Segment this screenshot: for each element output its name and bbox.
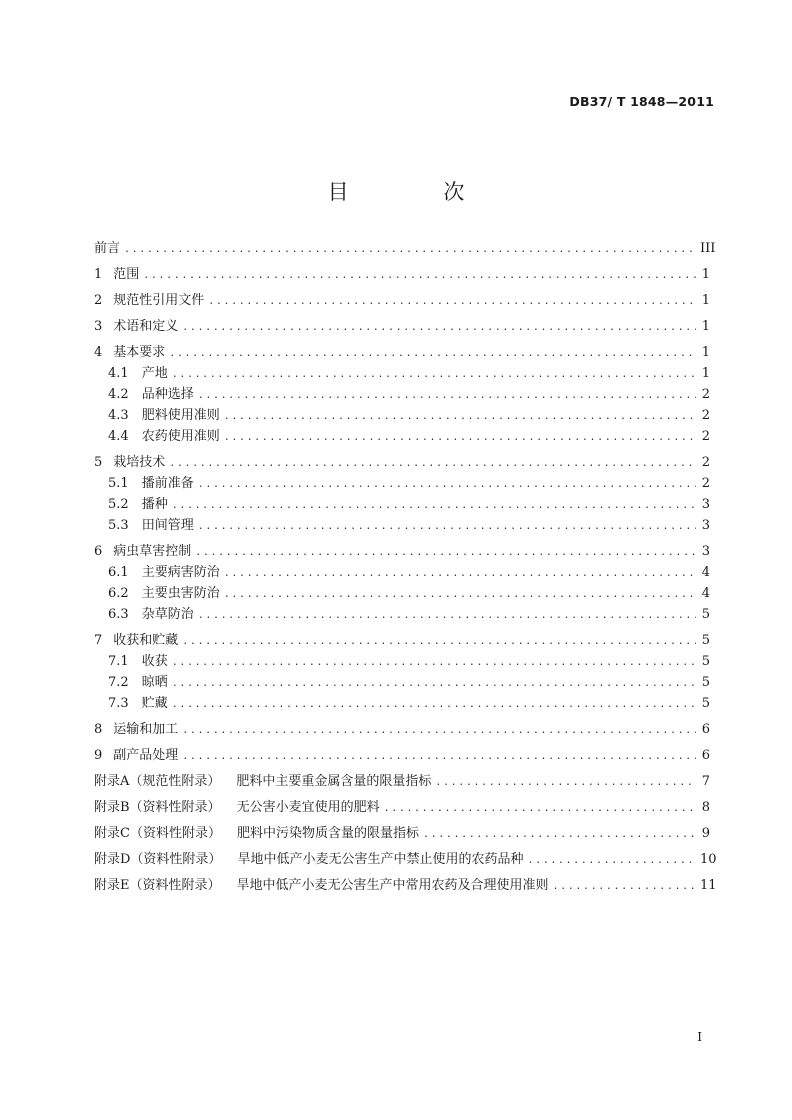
toc-entry-label: 肥料中主要重金属含量的限量指标 (236, 774, 432, 789)
toc-page-number: 4 (701, 565, 710, 580)
page-title: 目 次 (327, 180, 509, 204)
leader-dots (182, 631, 696, 652)
toc-entry-section-5-2[interactable] (94, 494, 710, 515)
toc-entry-label: 田间管理 (141, 518, 194, 533)
toc-entry-label: 范围 (113, 267, 140, 282)
toc-entry-appendix-e[interactable] (94, 875, 717, 896)
leader-dots (182, 720, 696, 741)
toc-entry-label: 肥料中污染物质含量的限量指标 (236, 826, 419, 841)
appendix-kind: 附录D（资料性附录） (94, 852, 222, 867)
toc-entry-label: 播前准备 (141, 476, 194, 491)
leader-dots (224, 406, 696, 427)
toc-page-number: 2 (701, 429, 710, 444)
toc-entry-label: 前言 (94, 241, 121, 256)
toc-entry-label: 播种 (141, 497, 168, 512)
toc-section-number: 6 (94, 544, 103, 559)
toc-entry-label: 收获和贮藏 (113, 633, 179, 648)
toc-entry-label: 栽培技术 (113, 455, 166, 470)
toc-page-number: 2 (701, 476, 710, 491)
toc-entry-section-6-3[interactable] (94, 604, 710, 625)
toc-section-number: 6.3 (108, 607, 129, 622)
leader-dots (172, 673, 696, 694)
toc-page-number: 6 (701, 748, 710, 763)
toc-section-number: 7.1 (108, 654, 129, 669)
leader-dots (423, 824, 696, 845)
leader-dots (198, 516, 696, 537)
toc-entry-section-5-1[interactable] (94, 473, 710, 494)
toc-section-number: 2 (94, 293, 103, 308)
page-number: I (697, 1030, 702, 1044)
toc-page-number: 9 (701, 826, 710, 841)
toc-section-number: 7.3 (108, 696, 129, 711)
leader-dots (182, 746, 696, 767)
toc-entry-section-7-3[interactable] (94, 693, 710, 714)
leader-dots (198, 605, 696, 626)
leader-dots (435, 772, 696, 793)
toc-entry-label: 无公害小麦宜使用的肥料 (236, 800, 380, 815)
leader-dots (169, 453, 696, 474)
document-code: DB37/ T 1848—2011 (569, 94, 714, 109)
appendix-kind: 附录C（资料性附录） (94, 826, 221, 841)
leader-dots (224, 563, 696, 584)
toc-entry-label: 病虫草害控制 (113, 544, 192, 559)
toc-entry-section-5-3[interactable] (94, 515, 710, 536)
leader-dots (224, 427, 696, 448)
toc-page-number: 4 (701, 586, 710, 601)
toc-section-number: 4.3 (108, 408, 129, 423)
appendix-kind: 附录B（资料性附录） (94, 800, 221, 815)
leader-dots (553, 876, 696, 897)
toc-entry-section-4-1[interactable] (94, 363, 710, 384)
leader-dots (172, 694, 696, 715)
toc-page-number: 7 (701, 774, 710, 789)
toc-entry-section-3[interactable] (94, 316, 710, 337)
toc-entry-section-7-1[interactable] (94, 651, 710, 672)
toc-entry-label: 规范性引用文件 (113, 293, 205, 308)
toc-entry-label: 旱地中低产小麦无公害生产中禁止使用的农药品种 (237, 852, 524, 867)
toc-page-number: 5 (701, 633, 710, 648)
toc-entry-appendix-c[interactable] (94, 823, 710, 844)
toc-section-number: 9 (94, 748, 103, 763)
toc-entry-section-1[interactable] (94, 264, 710, 285)
table-of-contents (94, 238, 717, 896)
toc-entry-label: 贮藏 (141, 696, 168, 711)
toc-page-number: 3 (701, 497, 710, 512)
toc-entry-section-5[interactable] (94, 452, 710, 473)
toc-page-number: 2 (701, 387, 710, 402)
toc-entry-appendix-b[interactable] (94, 797, 710, 818)
toc-entry-section-6-1[interactable] (94, 562, 710, 583)
leader-dots (124, 239, 696, 260)
toc-entry-label: 收获 (141, 654, 168, 669)
leader-dots (195, 542, 696, 563)
toc-section-number: 3 (94, 319, 103, 334)
toc-entry-appendix-a[interactable] (94, 771, 710, 792)
toc-section-number: 4.2 (108, 387, 129, 402)
toc-page-number: 1 (701, 319, 710, 334)
toc-entry-label: 旱地中低产小麦无公害生产中常用农药及合理使用准则 (236, 878, 549, 893)
toc-entry-section-4-2[interactable] (94, 384, 710, 405)
toc-section-number: 4.1 (108, 366, 129, 381)
toc-entry-section-6[interactable] (94, 541, 710, 562)
toc-section-number: 4.4 (108, 429, 129, 444)
toc-section-number: 5 (94, 455, 103, 470)
toc-entry-label: 主要病害防治 (141, 565, 220, 580)
toc-section-number: 1 (94, 267, 103, 282)
toc-page-number: 1 (701, 267, 710, 282)
toc-page-number: 2 (701, 455, 710, 470)
toc-section-number: 7.2 (108, 675, 129, 690)
toc-page-number: 5 (701, 696, 710, 711)
leader-dots (172, 495, 696, 516)
toc-entry-appendix-d[interactable] (94, 849, 717, 870)
toc-entry-label: 肥料使用准则 (141, 408, 220, 423)
leader-dots (198, 385, 696, 406)
leader-dots (198, 474, 696, 495)
leader-dots (172, 364, 696, 385)
toc-page-number: 1 (701, 345, 710, 360)
toc-entry-label: 晾晒 (141, 675, 168, 690)
leader-dots (143, 265, 696, 286)
toc-entry-label: 运输和加工 (113, 722, 179, 737)
toc-entry-label: 产地 (141, 366, 168, 381)
leader-dots (208, 291, 696, 312)
toc-section-number: 7 (94, 633, 103, 648)
toc-entry-label: 基本要求 (113, 345, 166, 360)
toc-entry-foreword[interactable] (94, 238, 716, 259)
toc-page-number: 10 (700, 852, 717, 867)
toc-entry-section-6-2[interactable] (94, 583, 710, 604)
toc-page-number: 8 (701, 800, 710, 815)
toc-section-number: 4 (94, 345, 103, 360)
toc-entry-label: 副产品处理 (113, 748, 179, 763)
toc-entry-section-4[interactable] (94, 342, 710, 363)
toc-entry-label: 品种选择 (141, 387, 194, 402)
toc-page-number: 2 (701, 408, 710, 423)
toc-entry-label: 术语和定义 (113, 319, 179, 334)
appendix-kind: 附录E（资料性附录） (94, 878, 221, 893)
toc-entry-section-4-4[interactable] (94, 426, 710, 447)
appendix-kind: 附录A（规范性附录） (94, 774, 221, 789)
toc-page-number: 5 (701, 654, 710, 669)
toc-page-number: 11 (700, 878, 717, 893)
toc-section-number: 5.2 (108, 497, 129, 512)
toc-page-number: 5 (701, 675, 710, 690)
toc-page-number: 1 (701, 293, 710, 308)
toc-entry-label: 主要虫害防治 (141, 586, 220, 601)
toc-page-number: III (700, 241, 716, 256)
toc-page-number: 6 (701, 722, 710, 737)
toc-entry-section-8[interactable] (94, 719, 710, 740)
toc-entry-section-7-2[interactable] (94, 672, 710, 693)
toc-section-number: 8 (94, 722, 103, 737)
toc-page-number: 3 (701, 518, 710, 533)
toc-entry-label: 杂草防治 (141, 607, 194, 622)
leader-dots (224, 584, 696, 605)
toc-section-number: 5.1 (108, 476, 129, 491)
toc-entry-section-4-3[interactable] (94, 405, 710, 426)
toc-entry-section-2[interactable] (94, 290, 710, 311)
toc-section-number: 6.2 (108, 586, 129, 601)
leader-dots (172, 652, 696, 673)
leader-dots (527, 850, 696, 871)
toc-page-number: 3 (701, 544, 710, 559)
toc-entry-label: 农药使用准则 (141, 429, 220, 444)
leader-dots (384, 798, 696, 819)
leader-dots (169, 343, 696, 364)
toc-section-number: 6.1 (108, 565, 129, 580)
leader-dots (182, 317, 696, 338)
toc-section-number: 5.3 (108, 518, 129, 533)
toc-entry-section-9[interactable] (94, 745, 710, 766)
toc-page-number: 5 (701, 607, 710, 622)
toc-entry-section-7[interactable] (94, 630, 710, 651)
toc-page-number: 1 (701, 366, 710, 381)
